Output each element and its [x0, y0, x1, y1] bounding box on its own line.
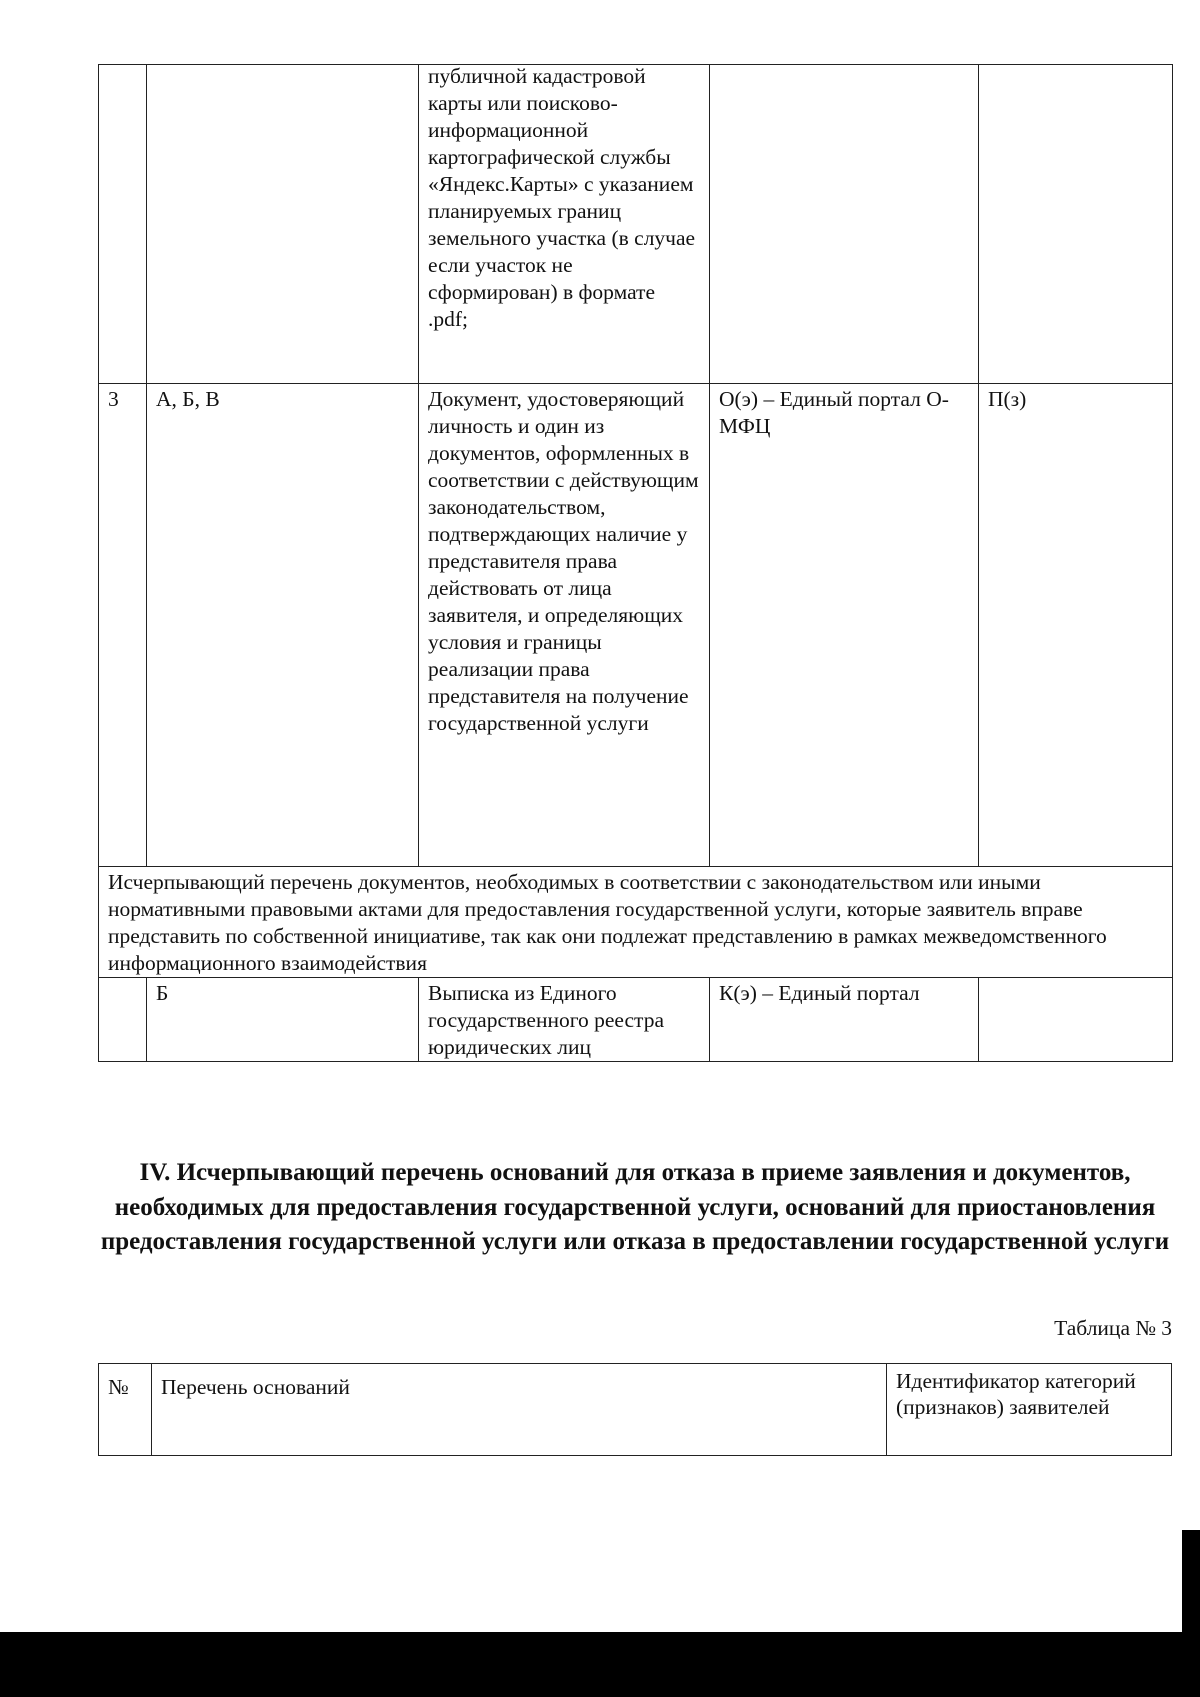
refusal-grounds-table — [98, 1363, 1172, 1456]
cell-method: К(э) – Единый портал — [710, 978, 979, 1062]
cell-categories: А, Б, В — [147, 384, 419, 867]
cell-num — [99, 978, 147, 1062]
cell-num — [99, 65, 147, 384]
table-section-row — [99, 867, 1173, 978]
cell-method — [710, 65, 979, 384]
table-label: Таблица № 3 — [1054, 1316, 1172, 1340]
header-grounds: Перечень оснований — [152, 1364, 887, 1456]
cell-status — [979, 978, 1173, 1062]
cell-categories — [147, 65, 419, 384]
section-title: IV. Исчерпывающий перечень оснований для отказа в приеме заявления и документов, необходимых для предоставления государственной услуги, оснований для приостановления предоставления государственной услуги или отказа в предоставлении государственной услуги — [100, 1159, 1170, 1255]
header-num: № — [99, 1364, 152, 1456]
scan-border — [0, 1632, 1200, 1697]
document-text: публичной кадастровой карты или поисково-информационной картографической службы «Яндекс.Карты» с указанием планируемых границ земельного участка (в случае если участок не сформирован) в формате .pdf; — [428, 64, 696, 331]
cell-status: П(з) — [979, 384, 1173, 867]
table-row — [99, 978, 1173, 1062]
section-row-text: Исчерпывающий перечень документов, необходимых в соответствии с законодательством или иными нормативными правовыми актами для предоставления государственной услуги, которые заявитель вправе представить по собственной инициативе, так как они подлежат представлению в рамках межведомственного информационного взаимодействия — [99, 867, 1173, 978]
cell-document: Документ, удостоверяющий личность и один из документов, оформленных в соответствии с действующим законодательством, подтверждающих наличие у представителя права действовать от лица заявителя, и определяющих условия и границы реализации права представителя на получение государственной услуги — [419, 384, 710, 867]
table-header-row — [99, 1364, 1172, 1456]
scan-edge — [1182, 1530, 1200, 1640]
cell-method: О(э) – Единый портал О-МФЦ — [710, 384, 979, 867]
cell-num: 3 — [99, 384, 147, 867]
table-row — [99, 65, 1173, 384]
cell-status — [979, 65, 1173, 384]
cell-document — [419, 65, 710, 384]
table-row — [99, 384, 1173, 867]
cell-document: Выписка из Единого государственного реестра юридических лиц — [419, 978, 710, 1062]
documents-table — [98, 64, 1173, 1062]
cell-categories: Б — [147, 978, 419, 1062]
header-categories: Идентификатор категорий (признаков) заявителей — [887, 1364, 1172, 1456]
